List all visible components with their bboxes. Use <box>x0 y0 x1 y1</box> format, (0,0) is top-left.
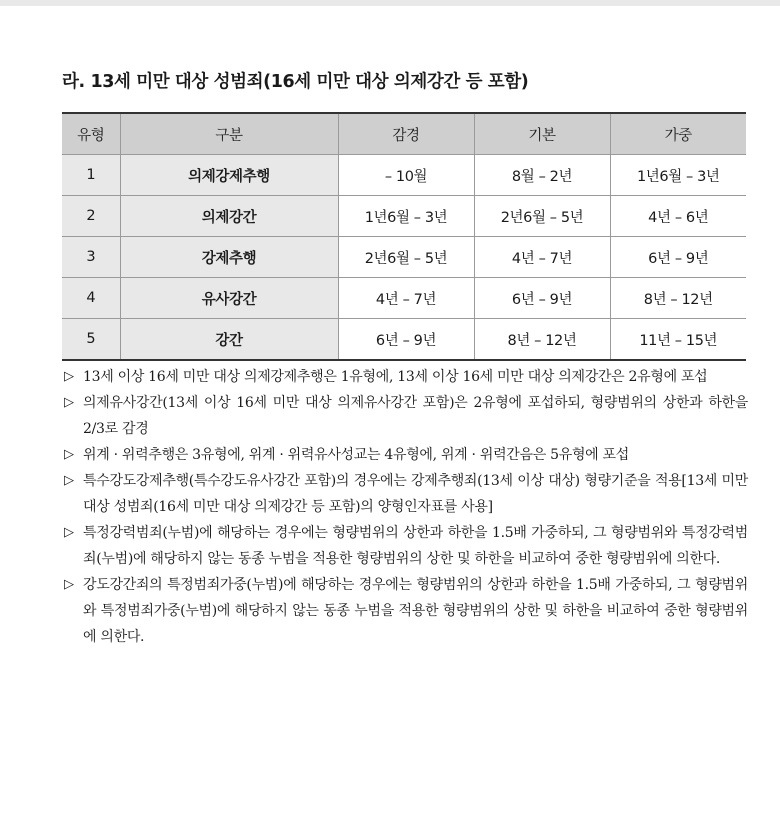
triangle-bullet-icon: ▷ <box>64 525 74 540</box>
cell-mitigated: 4년 – 7년 <box>338 278 474 319</box>
top-divider <box>0 0 780 6</box>
table-row <box>62 196 746 237</box>
note-item <box>62 442 748 468</box>
triangle-bullet-icon: ▷ <box>64 369 74 384</box>
cell-aggravated: 1년6월 – 3년 <box>610 155 746 196</box>
header-basic: 기본 <box>474 113 610 155</box>
cell-category: 의제강간 <box>120 196 338 237</box>
triangle-bullet-icon: ▷ <box>64 473 74 488</box>
cell-category: 유사강간 <box>120 278 338 319</box>
cell-type: 3 <box>62 237 120 278</box>
header-aggravated: 가중 <box>610 113 746 155</box>
header-mitigated: 감경 <box>338 113 474 155</box>
table-row <box>62 155 746 196</box>
notes-list <box>62 364 748 650</box>
table-row <box>62 319 746 361</box>
cell-aggravated: 11년 – 15년 <box>610 319 746 361</box>
note-item <box>62 520 748 572</box>
note-text: 위계 · 위력추행은 3유형에, 위계 · 위력유사성교는 4유형에, 위계 · 위력간음은 5유형에 포섭 <box>83 447 629 463</box>
triangle-bullet-icon: ▷ <box>64 447 74 462</box>
cell-basic: 8월 – 2년 <box>474 155 610 196</box>
section-heading: 라. 13세 미만 대상 성범죄(16세 미만 대상 의제강간 등 포함) <box>62 72 529 92</box>
cell-category: 의제강제추행 <box>120 155 338 196</box>
table-row <box>62 278 746 319</box>
header-type: 유형 <box>62 113 120 155</box>
cell-basic: 2년6월 – 5년 <box>474 196 610 237</box>
note-item <box>62 468 748 520</box>
note-item <box>62 364 748 390</box>
header-category: 구분 <box>120 113 338 155</box>
triangle-bullet-icon: ▷ <box>64 395 74 410</box>
cell-aggravated: 4년 – 6년 <box>610 196 746 237</box>
triangle-bullet-icon: ▷ <box>64 577 74 592</box>
sentencing-table <box>62 112 746 361</box>
cell-type: 4 <box>62 278 120 319</box>
table-row <box>62 237 746 278</box>
cell-type: 2 <box>62 196 120 237</box>
cell-type: 1 <box>62 155 120 196</box>
cell-mitigated: 1년6월 – 3년 <box>338 196 474 237</box>
cell-basic: 6년 – 9년 <box>474 278 610 319</box>
table-header-row <box>62 113 746 155</box>
note-text: 특수강도강제추행(특수강도유사강간 포함)의 경우에는 강제추행죄(13세 이상 대상) 형량기준을 적용[13세 미만 대상 성범죄(16세 미만 대상 의제강간 등 포함)의 양형인자표를 사용] <box>83 473 748 515</box>
note-text: 강도강간죄의 특정범죄가중(누범)에 해당하는 경우에는 형량범위의 상한과 하한을 1.5배 가중하되, 그 형량범위와 특정범죄가중(누범)에 해당하지 않는 동종 누범을 적용한 형량범위의 상한 및 하한을 비교하여 중한 형량범위에 의한다. <box>83 577 748 645</box>
cell-basic: 8년 – 12년 <box>474 319 610 361</box>
cell-aggravated: 6년 – 9년 <box>610 237 746 278</box>
cell-category: 강제추행 <box>120 237 338 278</box>
cell-aggravated: 8년 – 12년 <box>610 278 746 319</box>
note-item <box>62 572 748 650</box>
cell-mitigated: 6년 – 9년 <box>338 319 474 361</box>
note-item <box>62 390 748 442</box>
note-text: 의제유사강간(13세 이상 16세 미만 대상 의제유사강간 포함)은 2유형에 포섭하되, 형량범위의 상한과 하한을 2/3로 감경 <box>83 395 748 437</box>
note-text: 13세 이상 16세 미만 대상 의제강제추행은 1유형에, 13세 이상 16세 미만 대상 의제강간은 2유형에 포섭 <box>83 369 708 385</box>
cell-mitigated: 2년6월 – 5년 <box>338 237 474 278</box>
cell-basic: 4년 – 7년 <box>474 237 610 278</box>
note-text: 특정강력범죄(누범)에 해당하는 경우에는 형량범위의 상한과 하한을 1.5배 가중하되, 그 형량범위와 특정강력범죄(누범)에 해당하지 않는 동종 누범을 적용한 형량범위의 상한 및 하한을 비교하여 중한 형량범위에 의한다. <box>83 525 748 567</box>
cell-mitigated: – 10월 <box>338 155 474 196</box>
cell-type: 5 <box>62 319 120 361</box>
cell-category: 강간 <box>120 319 338 361</box>
